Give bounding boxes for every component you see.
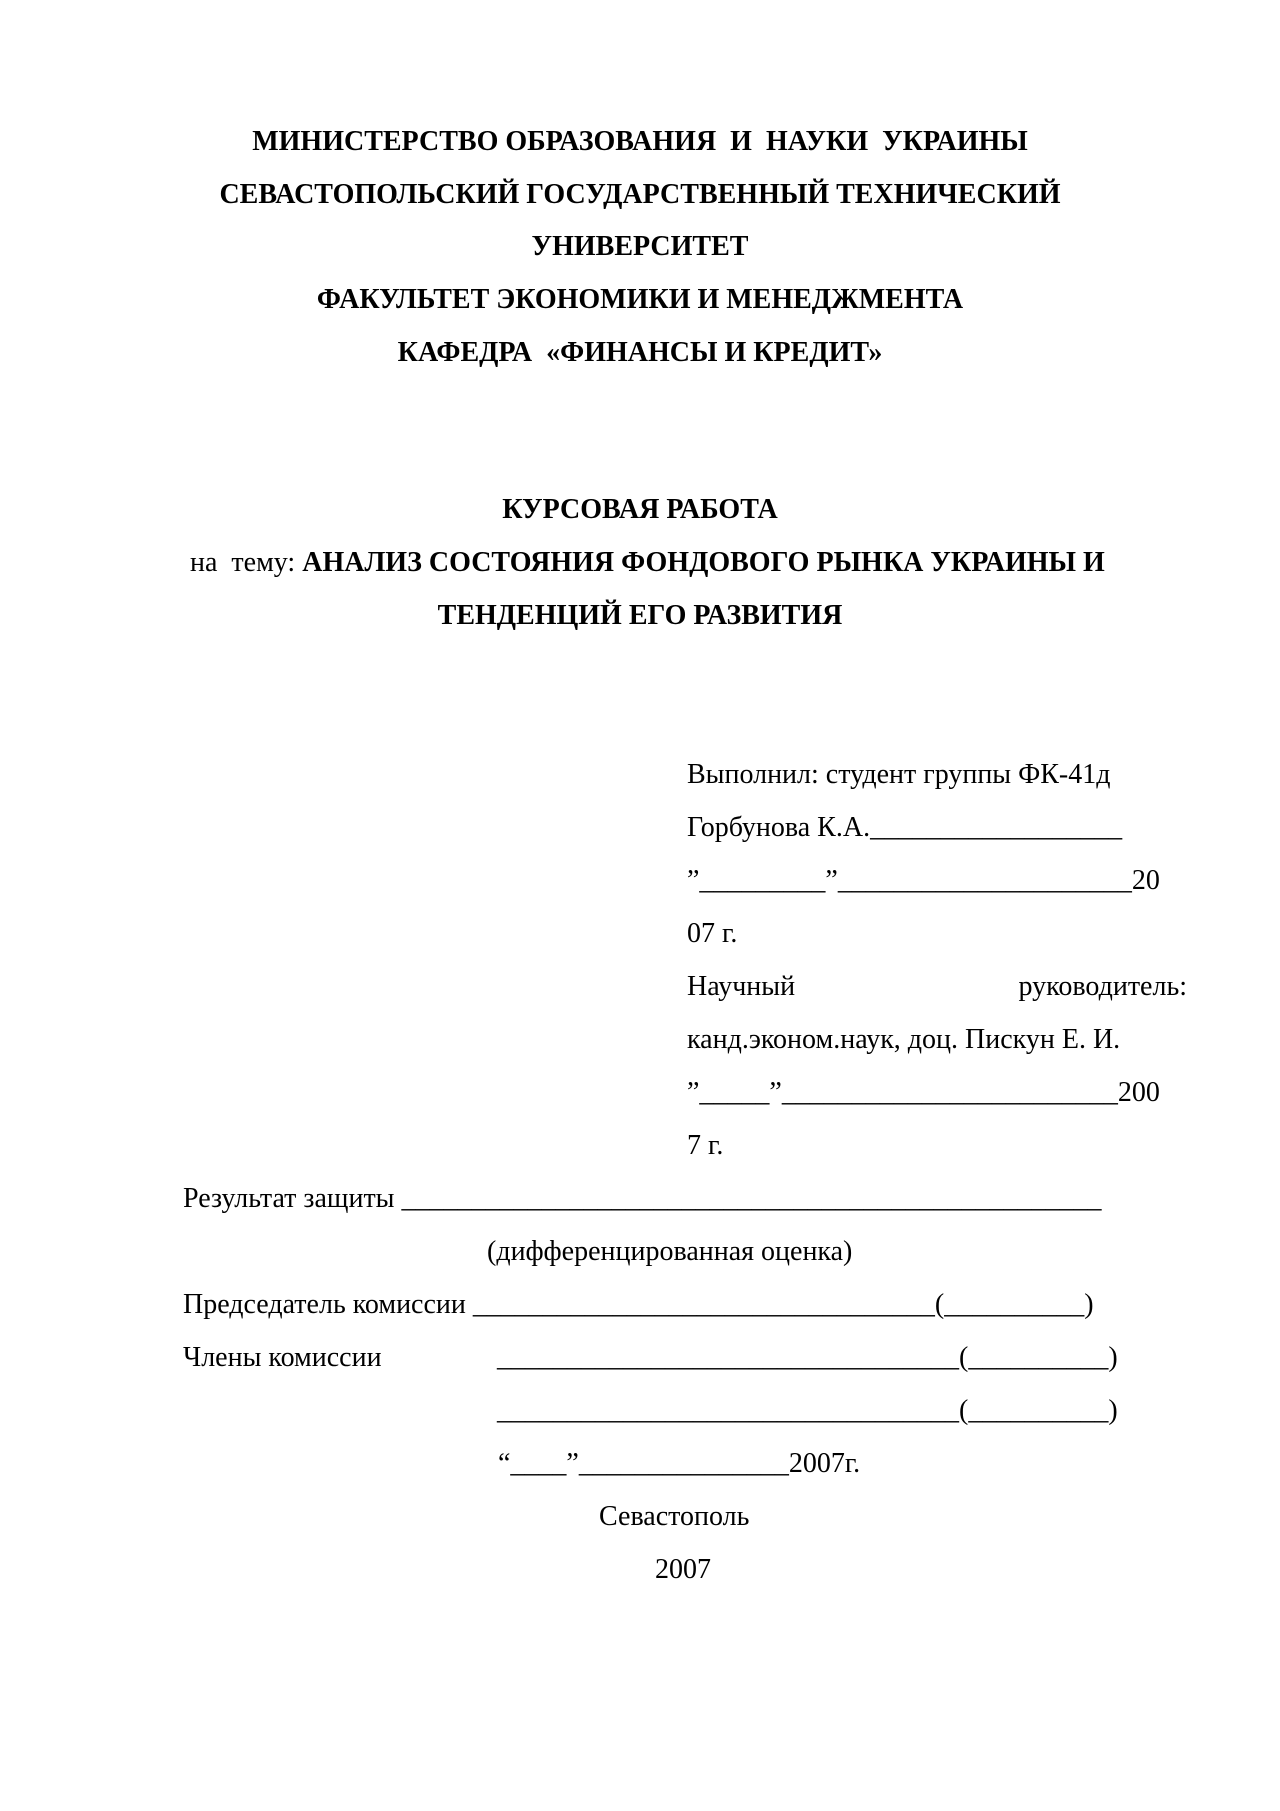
supervisor-name: канд.эконом.наук, доц. Пискун Е. И. [687, 1024, 1121, 1055]
topic-title-part1: АНАЛИЗ СОСТОЯНИЯ ФОНДОВОГО РЫНКА УКРАИНЫ И [302, 547, 1105, 578]
work-type-heading: КУРСОВАЯ РАБОТА [502, 494, 778, 525]
supervisor-label [687, 970, 1187, 1004]
topic-line1 [190, 546, 1105, 580]
ministry-heading: МИНИСТЕРСТВО ОБРАЗОВАНИЯ И НАУКИ УКРАИНЫ [252, 126, 1028, 157]
supervisor-date-line2: 7 г. [687, 1130, 724, 1161]
commission-members-label: Члены комиссии [183, 1342, 382, 1373]
supervisor-date-line1: ”_____”________________________200 [687, 1077, 1160, 1108]
year: 2007 [655, 1554, 711, 1585]
topic-prefix: на тему: [190, 547, 303, 578]
defense-result-line: Результат защиты __________________________________________________ [183, 1183, 1102, 1214]
author-date-line2: 07 г. [687, 918, 738, 949]
performed-by: Выполнил: студент группы ФК-41д [687, 759, 1111, 790]
university-heading-line1: СЕВАСТОПОЛЬСКИЙ ГОСУДАРСТВЕННЫЙ ТЕХНИЧЕСКИЙ [219, 179, 1061, 210]
topic-line2: ТЕНДЕНЦИЙ ЕГО РАЗВИТИЯ [437, 600, 843, 631]
commission-member-line1: _________________________________(__________) [497, 1342, 1118, 1373]
author-name-line: Горбунова К.А.__________________ [687, 812, 1123, 843]
supervisor-label-word2: руководитель: [1018, 971, 1187, 1002]
defense-date-line: “____”_______________2007г. [498, 1448, 861, 1479]
commission-member-line2: _________________________________(__________) [497, 1395, 1118, 1426]
commission-chair-line: Председатель комиссии _________________________________(__________) [183, 1289, 1094, 1320]
city: Севастополь [599, 1501, 750, 1532]
faculty-heading: ФАКУЛЬТЕТ ЭКОНОМИКИ И МЕНЕДЖМЕНТА [316, 284, 964, 315]
grade-note: (дифференцированная оценка) [487, 1236, 853, 1267]
supervisor-label-word1: Научный [687, 971, 796, 1002]
university-heading-line2: УНИВЕРСИТЕТ [531, 231, 749, 262]
author-date-line1: ”_________”_____________________20 [687, 865, 1160, 896]
department-heading: КАФЕДРА «ФИНАНСЫ И КРЕДИТ» [397, 337, 883, 368]
